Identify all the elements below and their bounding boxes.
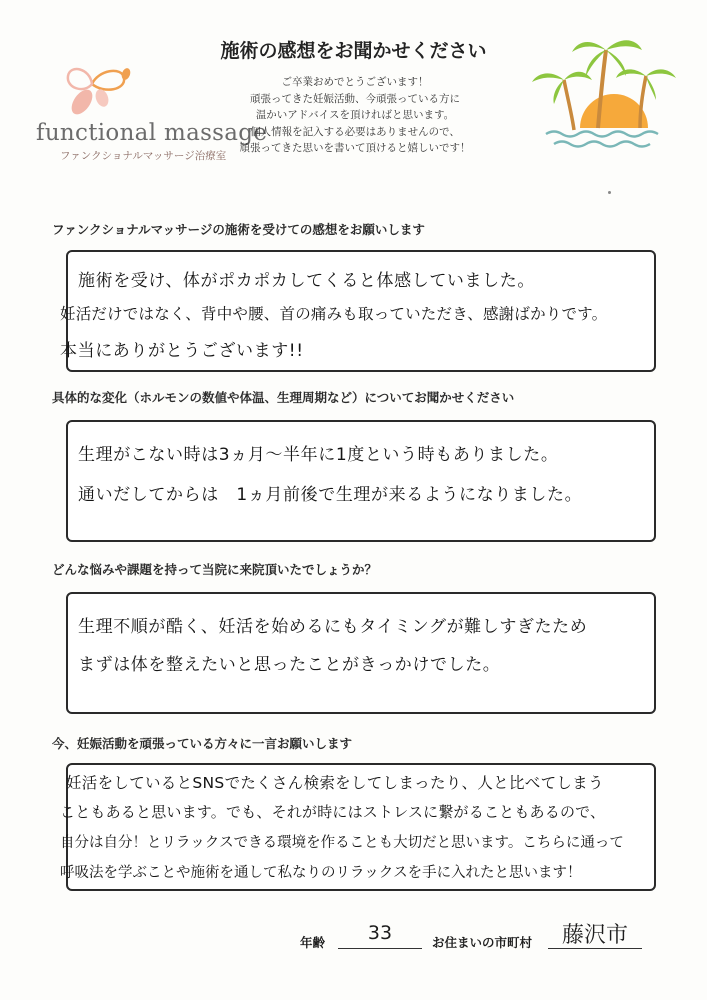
intro-line: 頑張ってきた思いを書いて頂けると嬉しいです！: [239, 142, 471, 154]
intro-line: 頑張ってきた妊娠活動、今頑張っている方に: [250, 92, 460, 105]
answer-box-changes: [66, 420, 656, 542]
palm-tree-sunset-illustration: [528, 30, 678, 155]
answer-line: 生理不順が酷く、妊活を始めるにもタイミングが難しすぎたため: [78, 617, 588, 637]
print-speck: [608, 191, 611, 194]
answer-box-impression: [60, 250, 656, 372]
answer-line: 通いだしてからは 1ヵ月前後で生理が来るようになりました。: [78, 485, 583, 505]
question-message: 今、妊娠活動を頑張っている方々に一言お願いします: [52, 736, 353, 751]
city-label: お住まいの市町村: [432, 935, 533, 950]
city-value: 藤沢市: [561, 923, 628, 948]
city-field: [548, 918, 642, 949]
intro-line: 温かいアドバイスを頂ければと思います。: [255, 109, 455, 121]
answer-line: 施術を受け、体がポカポカしてくると体感していました。: [78, 271, 535, 291]
brand-logo-subtitle: ファンクショナルマッサージ治療室: [60, 150, 227, 162]
question-changes: 具体的な変化（ホルモンの数値や体温、生理周期など）についてお聞かせください: [52, 390, 515, 405]
answer-line: こともあると思います。でも、それが時にはストレスに繋がることもあるので、: [60, 803, 606, 821]
answer-line: 本当にありがとうございます!!: [60, 341, 304, 361]
answer-line: まずは体を整えたいと思ったことがきっかけでした。: [78, 655, 501, 675]
page-title: 施術の感想をお聞かせください: [220, 40, 487, 62]
intro-line: 個人情報を記入する必要はありませんので、: [250, 125, 460, 138]
question-impression: ファンクショナルマッサージの施術を受けての感想をお願いします: [52, 222, 425, 237]
age-value: 33: [367, 922, 393, 944]
intro-message: [200, 74, 510, 157]
intro-line: ご卒業おめでとうございます！: [281, 76, 429, 88]
brand-logo-text: functional massage: [36, 120, 268, 146]
answer-line: 生理がこない時は3ヵ月～半年に1度という時もありました。: [78, 445, 559, 465]
answer-line: 妊活をしているとSNSでたくさん検索をしてしまったり、人と比べてしまう: [66, 774, 604, 792]
answer-box-concerns: [66, 592, 656, 714]
answer-line: 妊活だけではなく、背中や腰、首の痛みも取っていただき、感謝ばかりです。: [60, 305, 608, 323]
answer-line: 自分は自分！とリラックスできる環境を作ることも大切だと思います。こちらに通って: [60, 835, 624, 851]
age-field: [338, 922, 422, 949]
age-label: 年齢: [300, 935, 326, 950]
answer-box-message: [60, 763, 656, 891]
answer-line: 呼吸法を学ぶことや施術を通して私なりのリラックスを手に入れたと思います！: [60, 865, 582, 881]
question-concerns: どんな悩みや課題を持って当院に来院頂いたでしょうか？: [52, 562, 378, 577]
